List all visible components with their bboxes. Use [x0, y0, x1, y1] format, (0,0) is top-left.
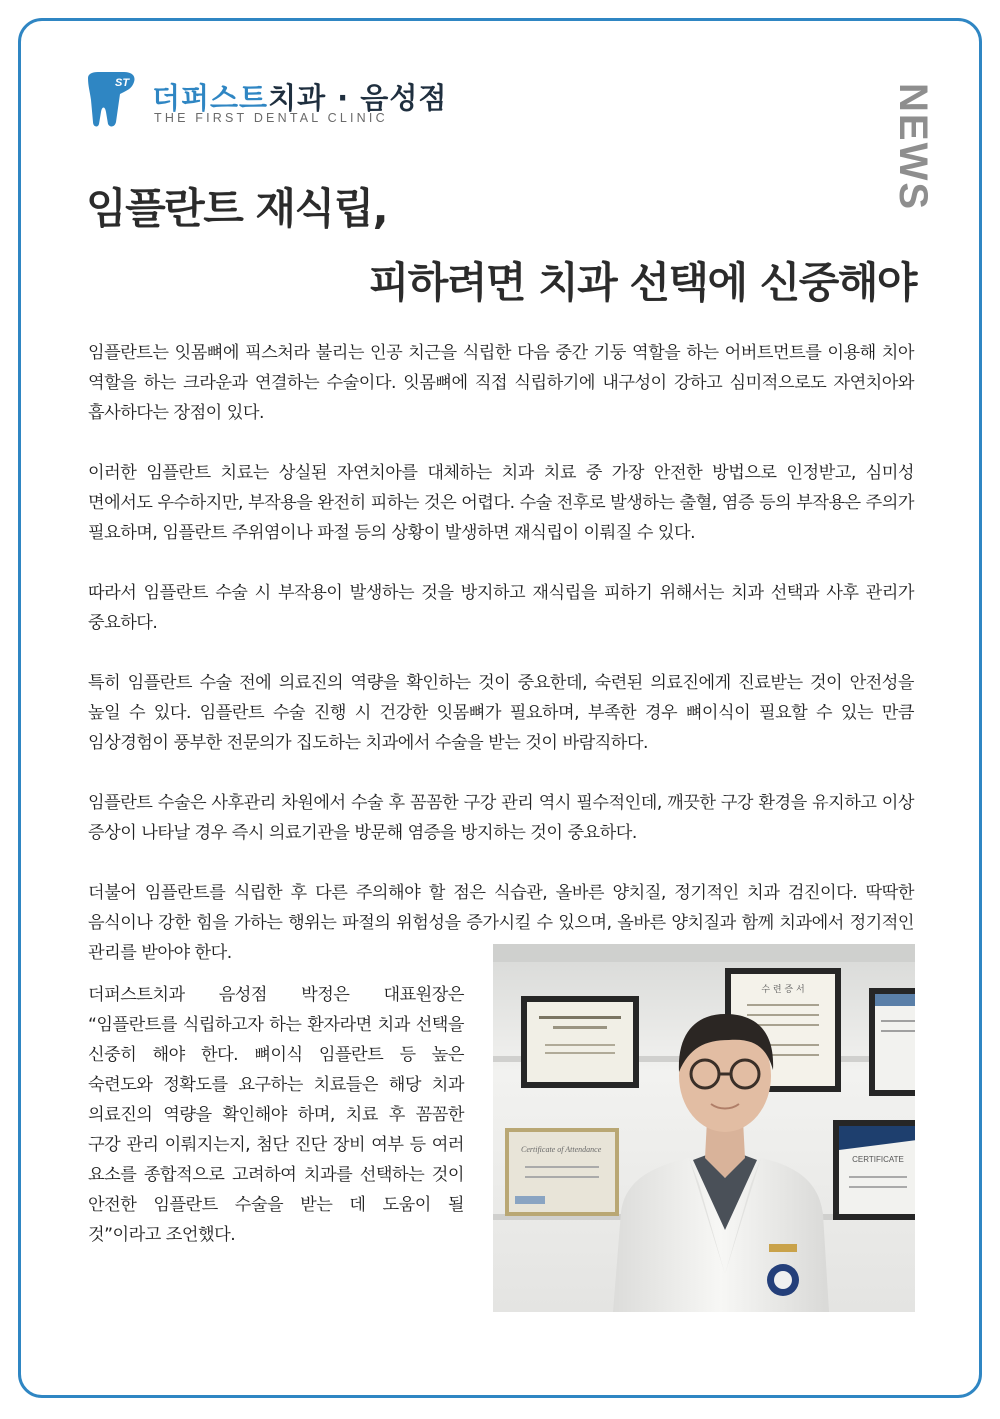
quote-paragraph: 더퍼스트치과 음성점 박정은 대표원장은 “임플란트를 식립하고자 하는 환자라면 치과 선택을 신중히 해야 한다. 뼈이식 임플란트 등 높은 숙련도와 정확도를 요구하는 치료들은 해당 치과 의료진의 역량을 확인해야 하며, 치료 후 꼼꼼한 구강 관리 이뤄지는지, 첨단 진단 장비 여부 등 여러 요소를 종합적으로 고려하여 치과를 선택하는 것이 안전한 임플란트 수술을 받는 데 도움이 될 것”이라고 조언했다. [88, 985, 464, 1245]
tooth-logo-icon [84, 72, 138, 128]
paragraph-1: 임플란트는 잇몸뼈에 픽스처라 불리는 인공 치근을 식립한 다음 중간 기둥 역할을 하는 어버트먼트를 이용해 치아 역할을 하는 크라운과 연결하는 수술이다. 잇몸뼈에 직접 식립하기에 내구성이 강하고 심미적으로도 자연치아와 흡사하다는 장점이 있다. [88, 343, 914, 423]
clinic-logo [84, 72, 448, 132]
certificate-top-title: 수 련 증 서 [761, 985, 805, 995]
paragraph-5: 임플란트 수술은 사후관리 차원에서 수술 후 꼼꼼한 구강 관리 역시 필수적인데, 깨끗한 구강 환경을 유지하고 이상 증상이 나타날 경우 즉시 의료기관을 방문해 염증을 방지하는 것이 중요하다. [88, 793, 914, 843]
logo-name-accent: 더퍼스트 [152, 81, 269, 115]
paragraph-3: 따라서 임플란트 수술 시 부작용이 발생하는 것을 방지하고 재식립을 피하기 위해서는 치과 선택과 사후 관리가 중요하다. [88, 583, 914, 633]
paragraph-2: 이러한 임플란트 치료는 상실된 자연치아를 대체하는 치과 치료 중 가장 안전한 방법으로 인정받고, 심미성 면에서도 우수하지만, 부작용을 완전히 피하는 것은 어렵다. 수술 전후로 발생하는 출혈, 염증 등의 부작용은 주의가 필요하며, 임플란트 주위염이나 파절 등의 상황이 발생하면 재식립이 이뤄질 수 있다. [88, 463, 914, 543]
article-body [88, 338, 914, 998]
news-label: NEWS [891, 83, 935, 211]
paragraph-4: 특히 임플란트 수술 전에 의료진의 역량을 확인하는 것이 중요한데, 숙련된 의료진에게 진료받는 것이 안전성을 높일 수 있다. 임플란트 수술 진행 시 건강한 잇몸뼈가 필요하며, 부족한 경우 뼈이식이 필요할 수 있는 만큼 임상경험이 풍부한 전문의가 집도하는 치과에서 수술을 받는 것이 바람직하다. [88, 673, 914, 753]
certificate-frame [833, 1120, 915, 1220]
certificate-frame [869, 988, 915, 1096]
logo-name-rest: 치과 · 음성점 [268, 81, 448, 115]
headline-line-1: 임플란트 재식립, [86, 184, 388, 233]
doctor-photo-illustration [493, 944, 915, 1312]
certificate-left-label: Certificate of Attendance [521, 1145, 602, 1154]
logo-subtitle: THE FIRST DENTAL CLINIC [154, 111, 388, 125]
doctor-photo [493, 944, 915, 1312]
paragraph-6: 더불어 임플란트를 식립한 후 다른 주의해야 할 점은 식습관, 올바른 양치질, 정기적인 치과 검진이다. 딱딱한 음식이나 강한 힘을 가하는 행위는 파절의 위험성을 증가시킬 수 있으며, 올바른 양치질과 함께 치과에서 정기적인 관리를 받아야 한다. [88, 883, 914, 963]
certificate-right-label: CERTIFICATE [852, 1155, 904, 1164]
certificate-frame [521, 996, 639, 1088]
headline-line-2: 피하려면 치과 선택에 신중해야 [368, 258, 916, 307]
certificate-frame [507, 1130, 617, 1214]
logo-mark-text: ST [115, 77, 130, 89]
